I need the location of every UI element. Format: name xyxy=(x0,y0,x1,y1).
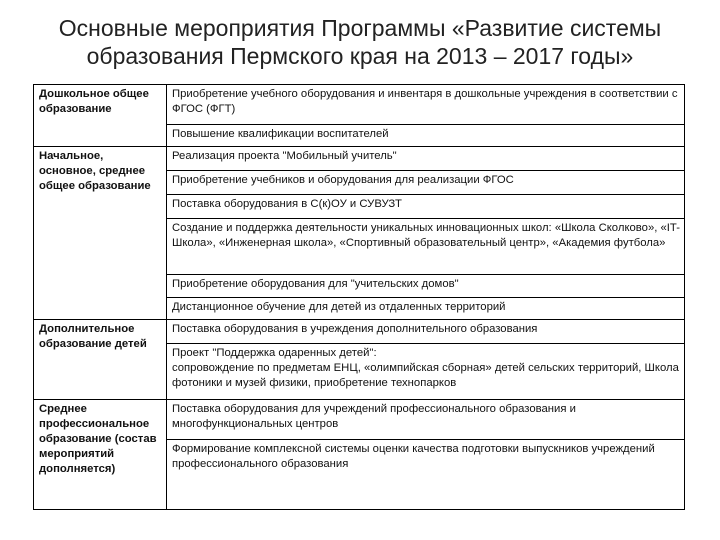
activity-text-line: Проект "Поддержка одаренных детей": xyxy=(172,347,377,359)
category-label-preschool: Дошкольное общее образование xyxy=(39,88,149,115)
table-row xyxy=(34,320,685,344)
activity-text: Создание и поддержка деятельности уникальных инновационных школ: «Школа Сколково», «IT-Школа», «Инженерная школа», «Спортивный образовательный центр», «Академия футбола» xyxy=(172,222,680,249)
table-row xyxy=(34,147,685,171)
activity-text: Поставка оборудования в С(к)ОУ и СУВУЗТ xyxy=(172,198,402,210)
activity-cell xyxy=(167,344,685,400)
activity-cell xyxy=(167,195,685,219)
activity-text: Приобретение учебников и оборудования для реализации ФГОС xyxy=(172,174,514,186)
category-cell-vocational xyxy=(34,400,167,510)
activity-text: Реализация проекта "Мобильный учитель" xyxy=(172,150,397,162)
category-cell-general xyxy=(34,147,167,320)
category-label-general: Начальное, основное, среднее общее образование xyxy=(39,150,151,192)
table-row xyxy=(34,400,685,440)
title-line-1: Основные мероприятия Программы «Развитие системы xyxy=(58,15,662,41)
category-cell-additional xyxy=(34,320,167,400)
activity-text: Поставка оборудования для учреждений профессионального образования и многофункциональных центров xyxy=(172,403,576,430)
table-row xyxy=(34,85,685,125)
activity-cell xyxy=(167,147,685,171)
activity-text: Повышение квалификации воспитателей xyxy=(172,128,389,140)
activity-cell xyxy=(167,275,685,298)
activity-text: Приобретение оборудования для "учительских домов" xyxy=(172,278,459,290)
activity-text: Дистанционное обучение для детей из отдаленных территорий xyxy=(172,301,506,313)
activity-text: Поставка оборудования в учреждения дополнительного образования xyxy=(172,323,538,335)
activity-text-line: сопровождение по предметам ЕНЦ, «олимпийская сборная» детей сельских территорий, Школа фотоники и музей физики, приобретение технопарков xyxy=(172,362,679,389)
activity-cell xyxy=(167,171,685,195)
page-title xyxy=(20,14,700,70)
title-line-2: образования Пермского края на 2013 – 2017 годы» xyxy=(86,43,634,69)
program-activities-table xyxy=(33,84,685,510)
activity-cell xyxy=(167,440,685,510)
activity-cell xyxy=(167,298,685,320)
activity-cell xyxy=(167,219,685,275)
category-cell-preschool xyxy=(34,85,167,147)
activity-text: Приобретение учебного оборудования и инвентаря в дошкольные учреждения в соответствии с ФГОС (ФГТ) xyxy=(172,88,678,115)
activity-cell xyxy=(167,125,685,147)
activity-cell xyxy=(167,400,685,440)
activity-cell xyxy=(167,320,685,344)
category-label-vocational: Среднее профессиональное образование (состав мероприятий дополняется) xyxy=(39,403,157,475)
activity-text: Формирование комплексной системы оценки качества подготовки выпускников учреждений профессионального образования xyxy=(172,443,655,470)
category-label-additional: Дополнительное образование детей xyxy=(39,323,147,350)
activity-cell xyxy=(167,85,685,125)
